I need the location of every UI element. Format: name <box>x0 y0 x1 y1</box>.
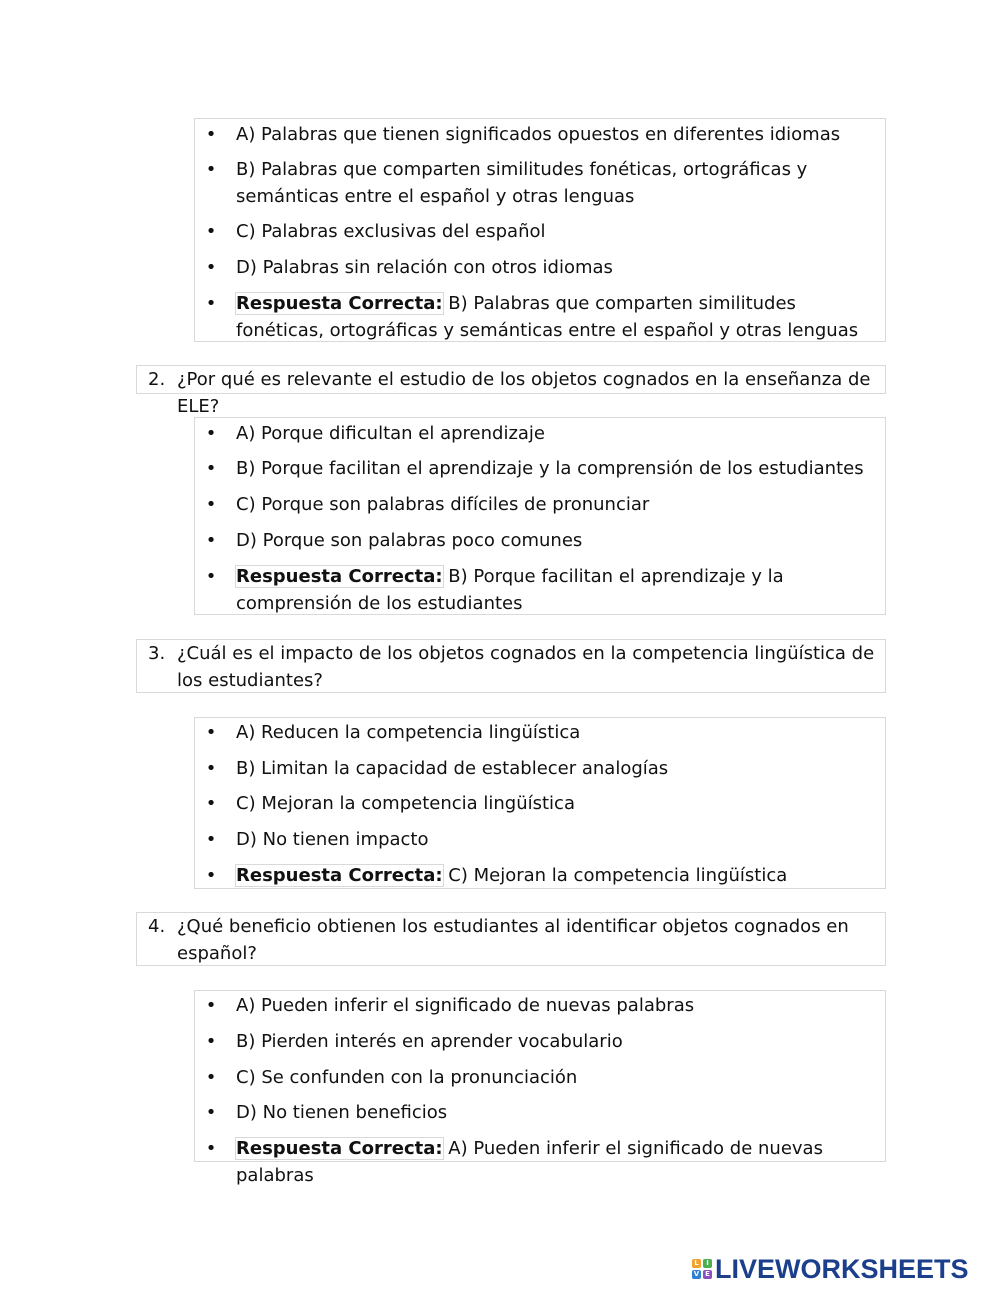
bullet-icon: • <box>205 1067 217 1088</box>
bullet-icon: • <box>205 124 217 145</box>
bullet-icon: • <box>205 221 217 242</box>
bullet-icon: • <box>205 1031 217 1052</box>
bullet-icon: • <box>205 829 217 850</box>
bullet-icon: • <box>205 566 217 587</box>
bullet-icon: • <box>205 494 217 515</box>
answer-label: Respuesta Correcta: <box>236 566 443 587</box>
answer-label: Respuesta Correcta: <box>236 293 443 314</box>
bullet-icon: • <box>205 995 217 1016</box>
bullet-icon: • <box>205 530 217 551</box>
question-4 <box>136 912 886 966</box>
bullet-icon: • <box>205 423 217 444</box>
bullet-icon: • <box>205 1138 217 1159</box>
logo-blocks-icon: L I V E <box>692 1259 712 1279</box>
q4-options-box: • A) Pueden inferir el significado de nuevas palabras • B) Pierden interés en aprender vocabulario • C) Se confunden con la pronunciación • D) No tienen beneficios • Respuesta Correcta: A) Pueden inferir el significado de nuevas palabras <box>194 990 886 1162</box>
question-number: 3. <box>148 643 166 664</box>
bullet-icon: • <box>205 458 217 479</box>
q3-options-box: • A) Reducen la competencia lingüística • B) Limitan la capacidad de establecer analogías • C) Mejoran la competencia lingüística • D) No tienen impacto • Respuesta Correcta: C) Mejoran la competencia lingüística <box>194 717 886 889</box>
bullet-icon: • <box>205 865 217 886</box>
bullet-icon: • <box>205 722 217 743</box>
question-text: ¿Por qué es relevante el estudio de los objetos cognados en la enseñanza de ELE? <box>177 369 871 417</box>
bullet-icon: • <box>205 257 217 278</box>
question-2 <box>136 365 886 417</box>
q2-options-box: • A) Porque dificultan el aprendizaje • B) Porque facilitan el aprendizaje y la comprensión de los estudiantes • C) Porque son palabras difíciles de pronunciar • D) Porque son palabras poco comunes • Respuesta Correcta: B) Porque facilitan el aprendizaje y la comprensión de los estudiantes <box>194 417 886 615</box>
question-number: 2. <box>148 369 166 390</box>
q1-options-box: • A) Palabras que tienen significados opuestos en diferentes idiomas • B) Palabras que comparten similitudes fonéticas, ortográficas y semánticas entre el español y otras lenguas • C) Palabras exclusivas del español • D) Palabras sin relación con otros idiomas • Respuesta Correcta: B) Palabras que comparten similitudes fonéticas, ortográficas y semánticas entre el español y otras lenguas <box>194 118 886 342</box>
answer-text: B) Porque facilitan el aprendizaje y la comprensión de los estudiantes <box>236 566 784 614</box>
question-text: ¿Cuál es el impacto de los objetos cognados en la competencia lingüística de los estudiantes? <box>177 643 875 691</box>
bullet-icon: • <box>205 793 217 814</box>
answer-text: C) Mejoran la competencia lingüística <box>442 865 788 886</box>
question-text: ¿Qué beneficio obtienen los estudiantes al identificar objetos cognados en español? <box>177 916 849 964</box>
liveworksheets-logo <box>692 1254 969 1284</box>
bullet-icon: • <box>205 758 217 779</box>
question-number: 4. <box>148 916 166 937</box>
answer-text: A) Pueden inferir el significado de nuevas palabras <box>236 1138 823 1186</box>
bullet-icon: • <box>205 1102 217 1123</box>
bullet-icon: • <box>205 159 217 180</box>
answer-label: Respuesta Correcta: <box>236 1138 443 1159</box>
answer-label: Respuesta Correcta: <box>236 865 443 886</box>
answer-text: B) Palabras que comparten similitudes fonéticas, ortográficas y semánticas entre el español y otras lenguas <box>236 293 859 341</box>
question-3 <box>136 639 886 693</box>
logo-text: LIVEWORKSHEETS <box>715 1253 969 1284</box>
bullet-icon: • <box>205 293 217 314</box>
